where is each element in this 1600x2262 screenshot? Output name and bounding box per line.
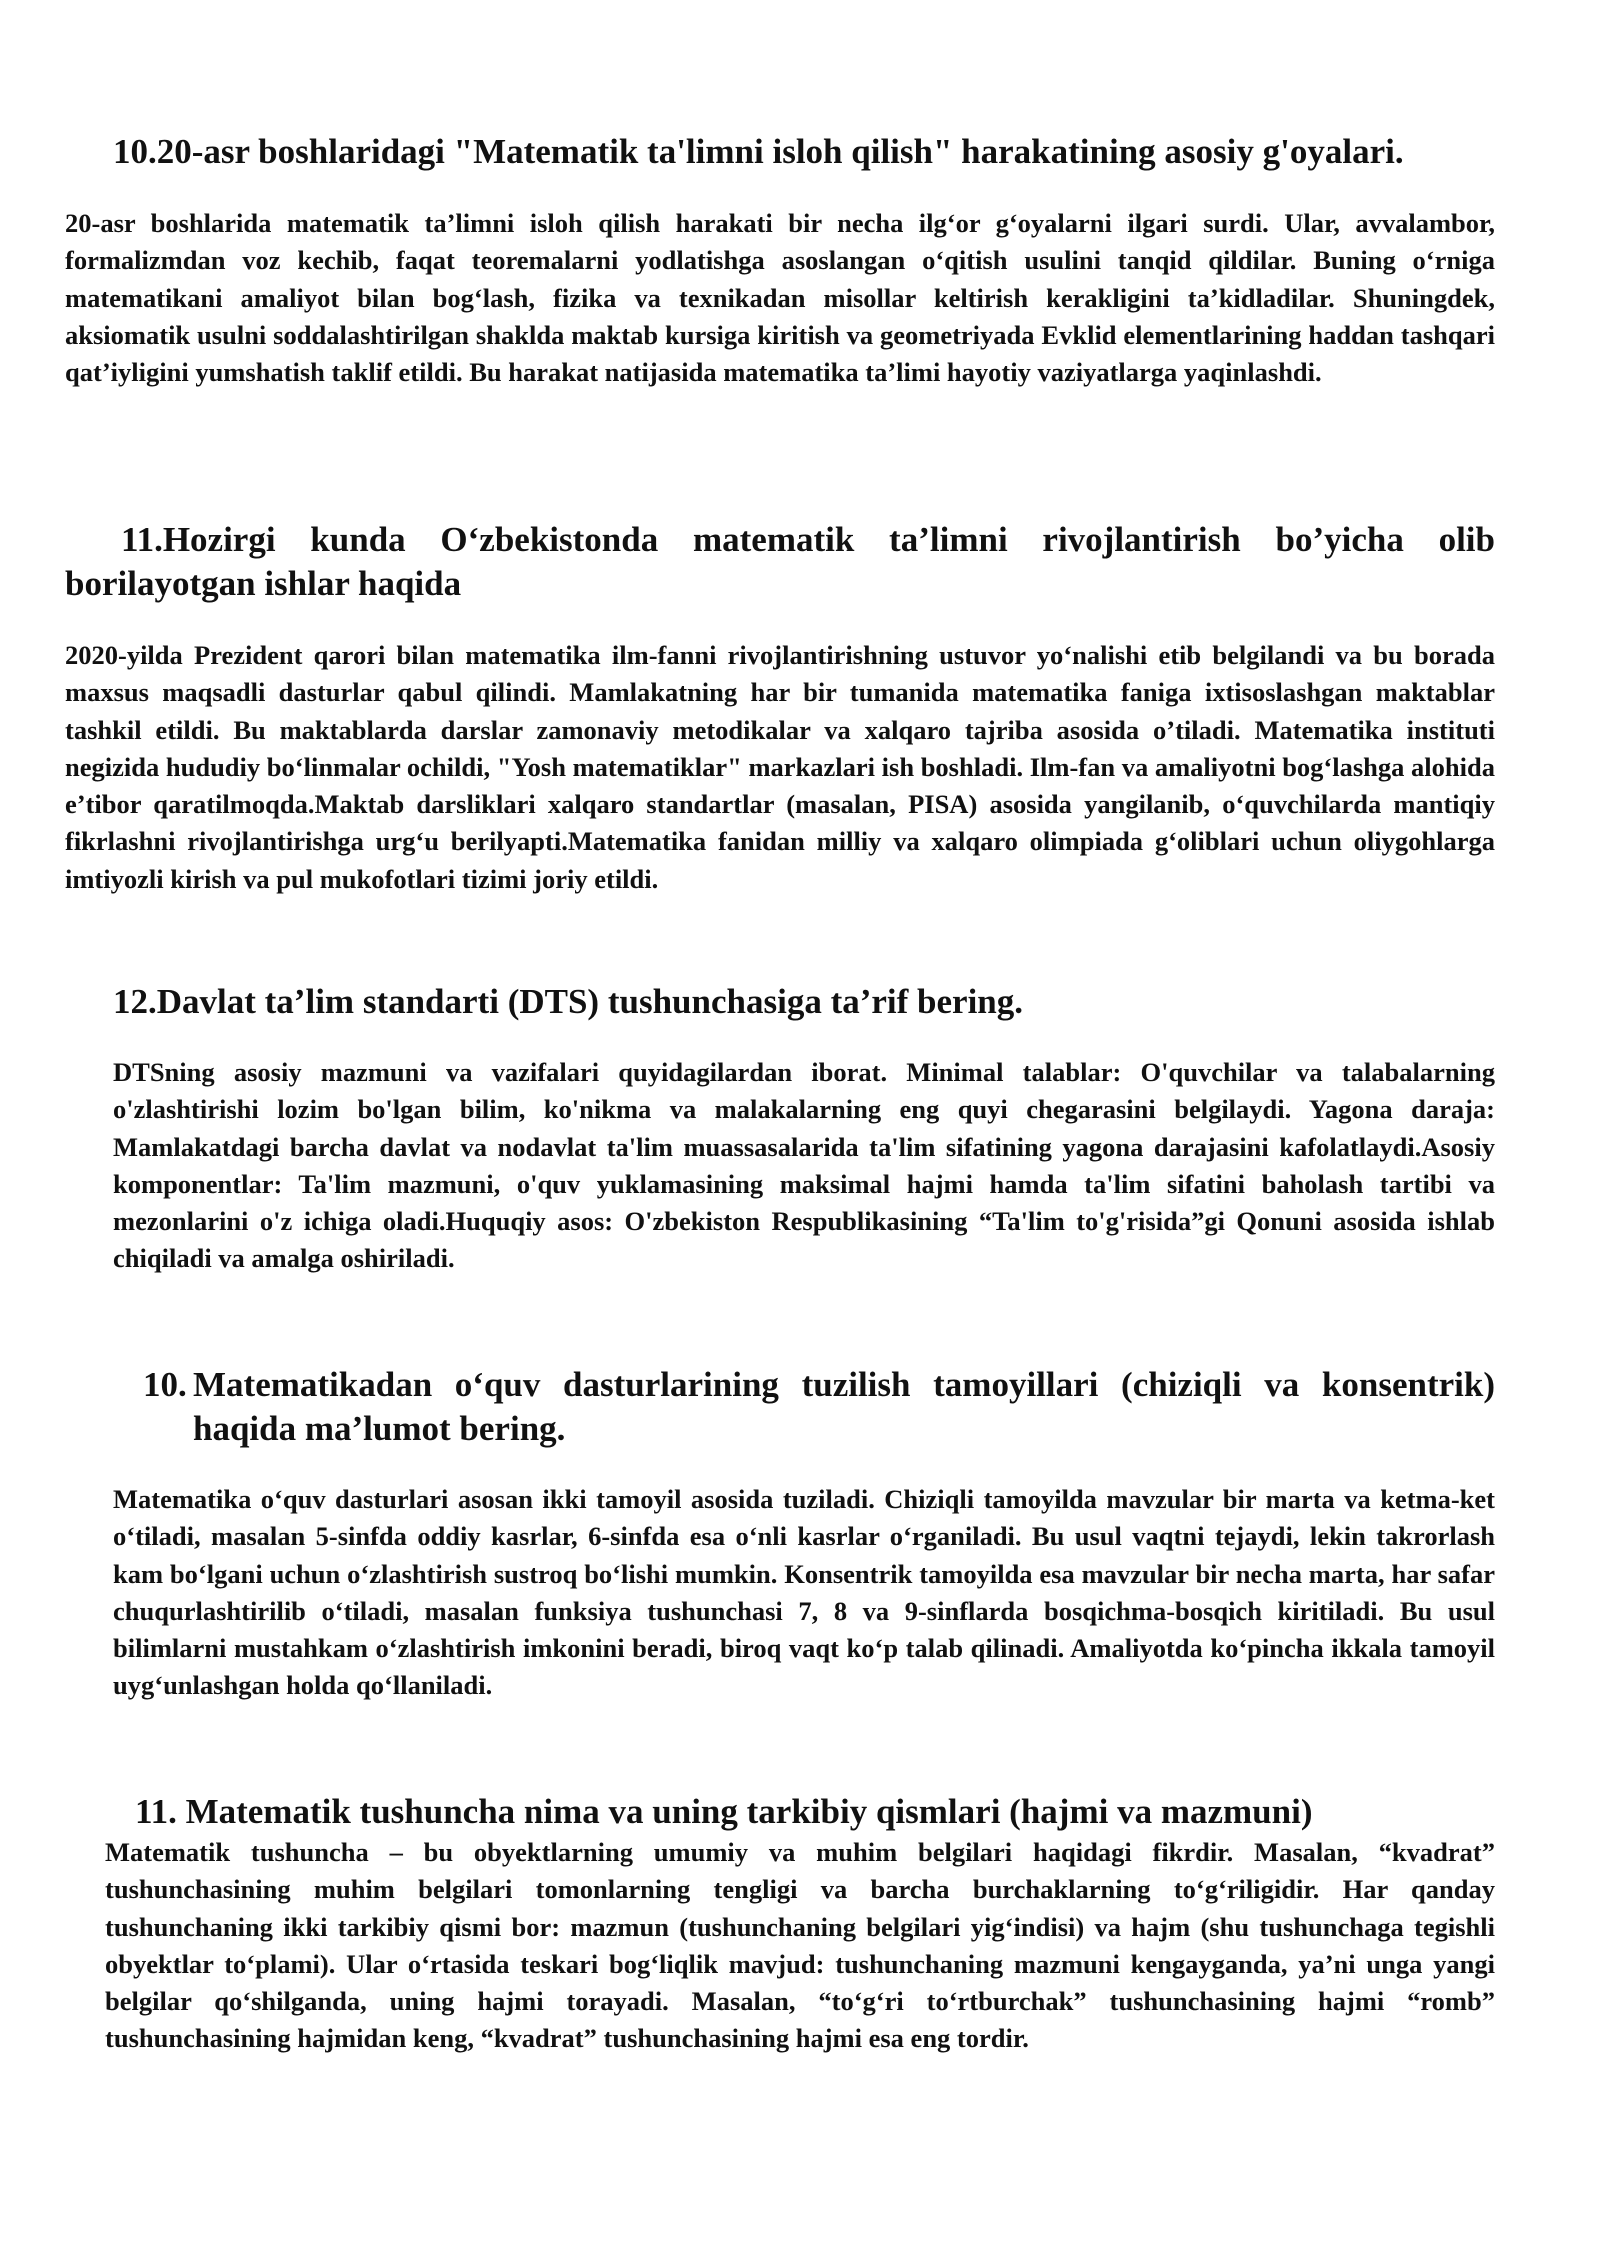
section-body: DTSning asosiy mazmuni va vazifalari quyidagilardan iborat. Minimal talablar: O'quvchilar va talabalarning o'zlashtirishi lozim bo'lgan bilim, ko'nikma va malakalarning eng quyi chegarasini belgilaydi. Yagona daraja: Mamlakatdagi barcha davlat va nodavlat ta'lim muassasalarida ta'lim sifatining yagona darajasini kafolatlaydi.Asosiy komponentlar: Ta'lim mazmuni, o'quv yuklamasining maksimal hajmi hamda ta'lim sifatini baholash tartibi va mezonlarini o'z ichiga oladi.Huquqiy asos: O'zbekiston Respublikasining “Ta'lim to'g'risida”gi Qonuni asosida ishlab chiqiladi va amalga oshiriladi. bbox=[113, 1057, 1495, 1274]
section-1 bbox=[65, 130, 1495, 391]
section-body: 20-asr boshlarida matematik ta’limni isloh qilish harakati bir necha ilg‘or g‘oyalarni ilgari surdi. Ular, avvalambor, formalizmdan voz kechib, faqat teoremalarni yodlatishga asoslangan o‘qitish usulini tanqid qildilar. Buning o‘rniga matematikani amaliyot bilan bog‘lash, fizika va texnikadan misollar keltirish kerakligini ta’kidladilar. Shuningdek, aksiomatik usulni soddalashtirilgan shaklda maktab kursiga kiritish va geometriyada Evklid elementlarining haddan tashqari qat’iyligini yumshatish taklif etildi. Bu harakat natijasida matematika ta’limi hayotiy vaziyatlarga yaqinlashdi. bbox=[65, 208, 1495, 388]
section-4 bbox=[113, 1363, 1495, 1705]
section-body: Matematik tushuncha – bu obyektlarning umumiy va muhim belgilari haqidagi fikrdir. Masalan, “kvadrat” tushunchasining muhim belgilari tomonlarning tengligi va barcha burchaklarning to‘g‘riligidir. Har qanday tushunchaning ikki tarkibiy qismi bor: mazmun (tushunchaning belgilari yig‘indisi) va hajm (shu tushunchaga tegishli obyektlar to‘plami). Ular o‘rtasida teskari bog‘liqlik mavjud: tushunchaning mazmuni kengayganda, ya’ni unga yangi belgilar qo‘shilganda, uning hajmi torayadi. Masalan, “to‘g‘ri to‘rtburchak” tushunchasining hajmi “romb” tushunchasining hajmidan keng, “kvadrat” tushunchasining hajmi esa eng tordir. bbox=[105, 1837, 1495, 2054]
section-body: 2020-yilda Prezident qarori bilan matematika ilm-fanni rivojlantirishning ustuvor yo‘nalishi etib belgilandi va bu borada maxsus maqsadli dasturlar qabul qilindi. Mamlakatning har bir tumanida matematika faniga ixtisoslashgan maktablar tashkil etildi. Bu maktablarda darslar zamonaviy metodikalar va xalqaro tajriba asosida o’tiladi. Matematika instituti negizida hududiy bo‘linmalar ochildi, "Yosh matematiklar" markazlari ish boshladi. Ilm-fan va amaliyotni bog‘lashga alohida e’tibor qaratilmoqda.Maktab darsliklari xalqaro standartlar (masalan, PISA) asosida yangilanib, o‘quvchilarda mantiqiy fikrlashni rivojlantirishga urg‘u berilyapti.Matematika fanidan milliy va xalqaro olimpiada g‘oliblari uchun oliygohlarga imtiyozli kirish va pul mukofotlari tizimi joriy etildi. bbox=[65, 640, 1495, 894]
section-heading: 10.20-asr boshlaridagi "Matematik ta'limni isloh qilish" harakatining asosiy g'oyalari. bbox=[113, 132, 1404, 171]
section-heading: 11. Matematik tushuncha nima va uning tarkibiy qismlari (hajmi va mazmuni) bbox=[135, 1792, 1313, 1831]
section-2 bbox=[65, 518, 1495, 898]
section-heading: 11.Hozirgi kunda O‘zbekistonda matematik ta’limni rivojlantirish bo’yicha olib borilayotgan ishlar haqida bbox=[65, 520, 1495, 603]
section-3 bbox=[113, 980, 1495, 1278]
section-heading: 12.Davlat ta’lim standarti (DTS) tushunchasiga ta’rif bering. bbox=[113, 982, 1024, 1021]
section-number: 10. bbox=[143, 1365, 187, 1404]
section-5 bbox=[105, 1790, 1495, 2058]
section-body: Matematika o‘quv dasturlari asosan ikki tamoyil asosida tuziladi. Chiziqli tamoyilda mavzular bir marta va ketma-ket o‘tiladi, masalan 5-sinfda oddiy kasrlar, 6-sinfda esa o‘nli kasrlar o‘rganiladi. Bu usul vaqtni tejaydi, lekin takrorlash kam bo‘lgani uchun o‘zlashtirish sustroq bo‘lishi mumkin. Konsentrik tamoyilda esa mavzular bir necha marta, har safar chuqurlashtirilib o‘tiladi, masalan funksiya tushunchasi 7, 8 va 9-sinflarda bosqichma-bosqich kiritiladi. Bu usul bilimlarni mustahkam o‘zlashtirish imkonini beradi, biroq vaqt ko‘p talab qilinadi. Amaliyotda ko‘pincha ikkala tamoyil uyg‘unlashgan holda qo‘llaniladi. bbox=[113, 1484, 1495, 1701]
section-heading-text: Matematikadan o‘quv dasturlarining tuzilish tamoyillari (chiziqli va konsentrik) haqida ma’lumot bering. bbox=[193, 1365, 1495, 1448]
section-heading bbox=[113, 1363, 1495, 1451]
